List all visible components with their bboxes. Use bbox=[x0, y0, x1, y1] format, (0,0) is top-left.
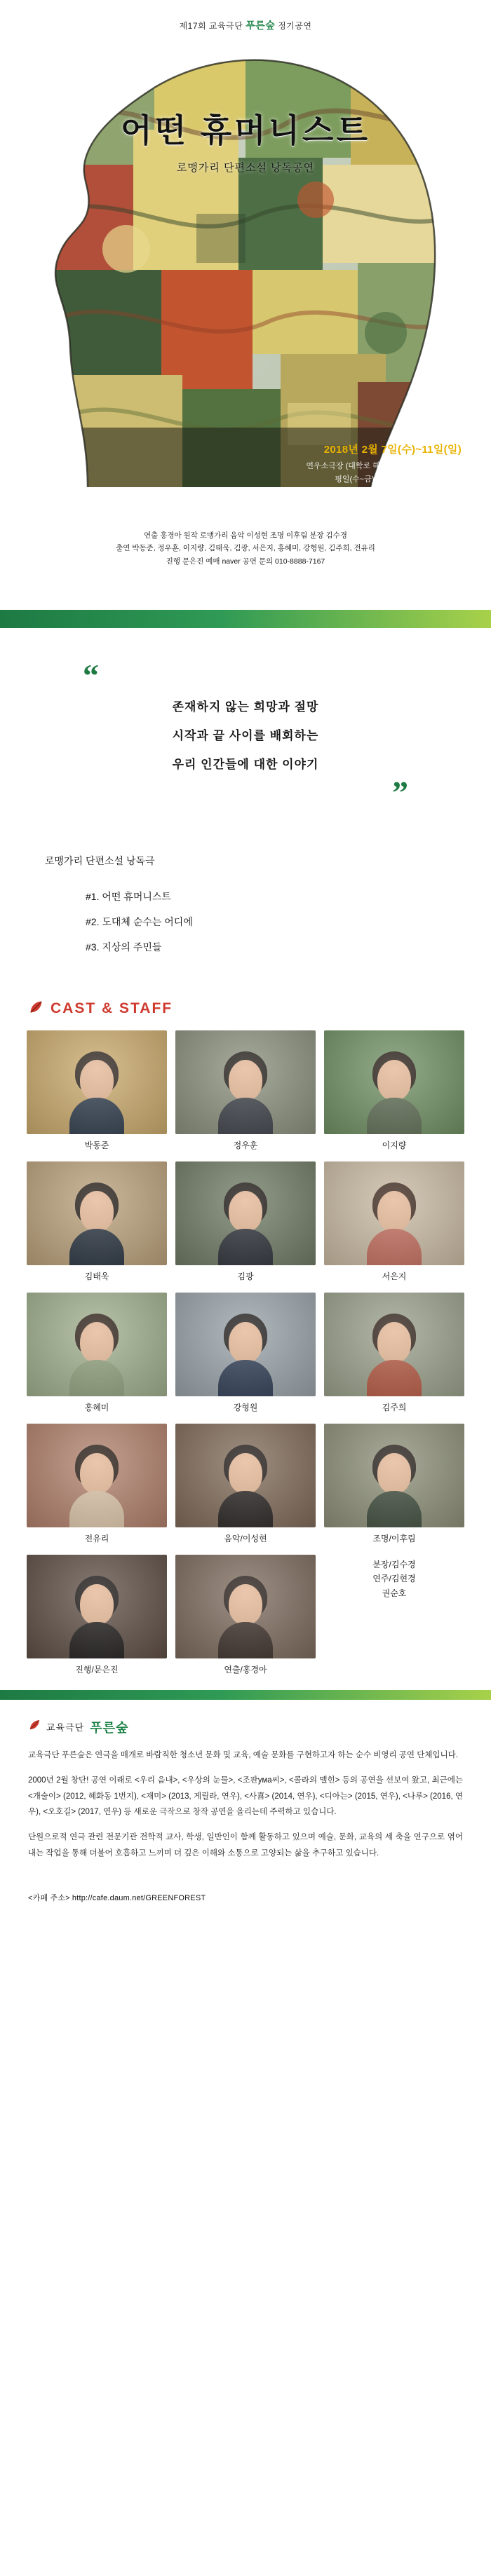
cast-photo bbox=[324, 1293, 464, 1396]
cast-member bbox=[27, 1424, 167, 1545]
cast-name: 연출/홍경아 bbox=[224, 1664, 267, 1675]
cast-grid bbox=[0, 1030, 491, 1676]
cafe-label: <카페 주소> bbox=[28, 1894, 70, 1903]
performance-venue bbox=[0, 460, 462, 471]
cast-photo bbox=[175, 1555, 316, 1658]
cast-name: 박동준 bbox=[84, 1140, 109, 1150]
cast-name: 서은지 bbox=[382, 1271, 407, 1281]
cast-photo bbox=[175, 1030, 316, 1134]
cast-name: 김태욱 bbox=[84, 1271, 109, 1281]
cafe-url[interactable]: http://cafe.daum.net/GREENFOREST bbox=[72, 1894, 206, 1903]
program-list bbox=[0, 841, 491, 995]
staff-extra-block bbox=[324, 1555, 464, 1676]
program-item-2: #2. 도대체 순수는 어디에 bbox=[86, 915, 193, 927]
quote-line-1: 존재하지 않는 희망과 절망 bbox=[172, 700, 319, 714]
cast-photo bbox=[27, 1424, 167, 1527]
cast-name: 음악/이성현 bbox=[224, 1533, 267, 1543]
cast-photo bbox=[175, 1293, 316, 1396]
cast-photo bbox=[324, 1161, 464, 1265]
poster-top-label bbox=[0, 18, 491, 32]
poster-top-label-suffix: 정기공연 bbox=[278, 21, 312, 31]
program-item-1: #1. 어떤 휴머니스트 bbox=[86, 890, 171, 902]
cast-photo bbox=[27, 1293, 167, 1396]
about-title-brand: 푸른숲 bbox=[90, 1720, 129, 1735]
poster-credits bbox=[0, 529, 491, 568]
credit-line-1: 연출 홍경아 원작 로맹가리 음악 이성현 조명 이후림 분장 김수경 bbox=[144, 531, 347, 540]
program-title: 로맹가리 단편소설 낭독극 bbox=[45, 855, 155, 867]
cast-name: 강형원 bbox=[233, 1402, 258, 1412]
about-paragraph-1: 교육극단 푸른숲은 연극을 매개로 바람직한 청소년 문화 및 교육, 예술 문화를 구현하고자 하는 순수 비영리 공연 단체입니다. bbox=[28, 1750, 458, 1759]
cast-photo bbox=[27, 1030, 167, 1134]
cast-photo bbox=[27, 1161, 167, 1265]
leaf-icon bbox=[28, 1719, 41, 1735]
cast-photo bbox=[175, 1424, 316, 1527]
quote-line-3: 우리 인간들에 대한 이야기 bbox=[172, 757, 319, 771]
cast-name: 김주희 bbox=[382, 1402, 407, 1412]
performance-info bbox=[0, 442, 491, 484]
leaf-icon bbox=[28, 1000, 43, 1018]
cast-member bbox=[324, 1293, 464, 1414]
credit-line-2: 출연 박동준, 정우훈, 이지량, 김태욱, 김광, 서은지, 홍혜미, 강형원, 김주희, 전유리 bbox=[116, 544, 375, 553]
program-item-3: #3. 지상의 주민들 bbox=[86, 941, 162, 953]
cast-photo bbox=[175, 1161, 316, 1265]
cast-section-title: CAST & STAFF bbox=[51, 1000, 173, 1016]
quote-line-2: 시작과 끝 사이를 배회하는 bbox=[172, 728, 319, 742]
page-title: 어떤 휴머니스트 bbox=[121, 112, 370, 149]
cast-member bbox=[175, 1161, 316, 1283]
quote-open-icon: “ bbox=[83, 657, 99, 693]
poster-top-label-brand: 푸른숲 bbox=[246, 20, 276, 31]
cast-name: 정우훈 bbox=[233, 1140, 258, 1150]
venue-note: (대학로 해뭉기 1번출구 도보 10분) bbox=[345, 462, 462, 470]
performance-time: 평일(수~금) 8시 / 주말(토,일) 2시, 6시 bbox=[335, 475, 462, 484]
staff-extra-list bbox=[324, 1555, 464, 1600]
about-section bbox=[0, 1700, 491, 1884]
cast-name: 이지량 bbox=[382, 1140, 407, 1150]
cast-photo bbox=[324, 1030, 464, 1134]
cast-member bbox=[324, 1030, 464, 1152]
cast-member bbox=[175, 1424, 316, 1545]
cast-member bbox=[27, 1030, 167, 1152]
quote-close-icon: ” bbox=[392, 774, 408, 810]
quote-section bbox=[0, 628, 491, 841]
footer bbox=[0, 1883, 491, 1921]
page-subtitle: 로맹가리 단편소설 낭독공연 bbox=[176, 162, 315, 174]
cast-member bbox=[324, 1161, 464, 1283]
cast-member bbox=[27, 1293, 167, 1414]
cast-member bbox=[27, 1555, 167, 1676]
cast-name: 홍혜미 bbox=[84, 1402, 109, 1412]
poster-hero bbox=[0, 0, 491, 610]
cast-member bbox=[175, 1293, 316, 1414]
performance-date: 2018년 2월 7일(수)~11일(일) bbox=[323, 444, 462, 456]
cast-and-staff-section bbox=[0, 995, 491, 1690]
cast-photo bbox=[27, 1555, 167, 1658]
credit-line-3: 진행 문은진 예매 naver 공연 문의 010-8888-7167 bbox=[166, 557, 325, 566]
cast-name: 김광 bbox=[237, 1271, 254, 1281]
cast-name: 진행/문은진 bbox=[75, 1664, 119, 1675]
about-paragraph-2: 2000년 2월 창단! 공연 이래로 <우리 음내>, <우상의 눈물>, <조판ума씨>, <콜라의 맬힌> 등의 공연을 선보여 왔고, 최근에는 <개술이> (2012, 혜화동 1번지), <재미> (2013, 게릴라, 연우), <사喜> (2014, 연우), <디아는> (2015, 연우), <나루> (2016, 연우), <오호길> (2017, 연우) 등 새로운 극작으로 창작 공연을 올리는데 주력하고 있습니다. bbox=[28, 1776, 463, 1817]
poster-title-block bbox=[0, 105, 491, 175]
about-title-prefix: 교육극단 bbox=[46, 1722, 85, 1733]
cast-section-header bbox=[0, 995, 491, 1030]
staff-extra-1: 분장/김수경 bbox=[372, 1559, 416, 1569]
cast-name: 조명/이후림 bbox=[372, 1533, 416, 1543]
venue-name: 연우소극장 bbox=[306, 462, 344, 470]
cast-member bbox=[27, 1161, 167, 1283]
about-header bbox=[28, 1718, 463, 1736]
staff-extra-3: 권순호 bbox=[382, 1588, 407, 1598]
cast-photo bbox=[324, 1424, 464, 1527]
about-paragraph-3: 단원으로적 연극 관련 전문기관 전학적 교사, 학생, 일반인이 함께 활동하고 있으며 예술, 문화, 교육의 세 축을 연구으로 엮어내는 작업을 통해 더불어 호흡하고 느끼며 더 깊은 이해와 소통으로 고양되는 삶을 추구하고 있습니다. bbox=[28, 1833, 463, 1858]
poster-top-label-prefix: 제17회 교육극단 bbox=[179, 21, 243, 31]
cast-member bbox=[175, 1030, 316, 1152]
section-divider-top bbox=[0, 610, 491, 628]
cast-member bbox=[175, 1555, 316, 1676]
section-divider-bottom bbox=[0, 1690, 491, 1700]
cast-name: 전유리 bbox=[84, 1533, 109, 1543]
cast-member bbox=[324, 1424, 464, 1545]
staff-extra-2: 연주/김현경 bbox=[372, 1574, 416, 1584]
